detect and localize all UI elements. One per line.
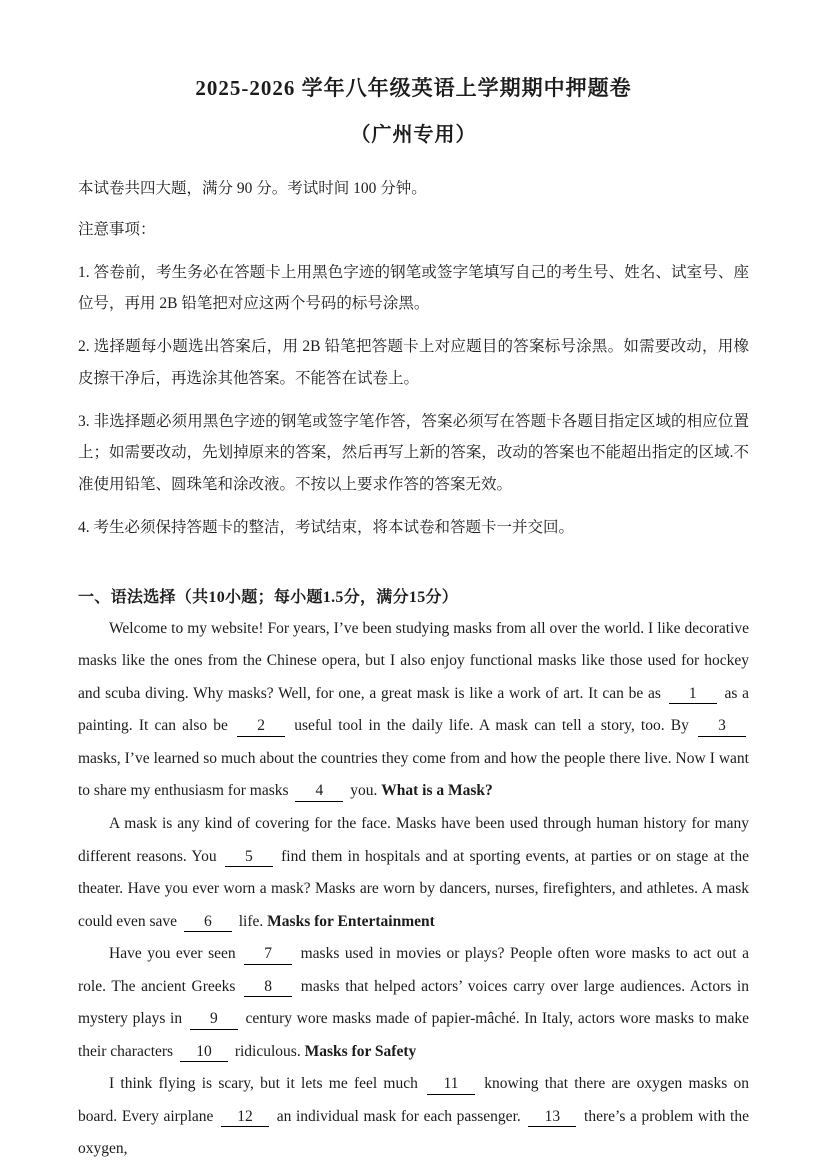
question-blank-8: 8 — [244, 977, 292, 997]
passage-paragraph: I think flying is scary, but it lets me feel much 11 knowing that there are oxygen masks on board. Every airplane 12 an individual mask for each passenger. 13 there’s a problem with the oxygen, — [78, 1075, 749, 1158]
passage-paragraph: Have you ever seen 7 masks used in movies or plays? People often wore masks to act out a role. The ancient Greeks 8 masks that helped actors’ voices carry over large audiences. Actors in mystery plays in 9 century wore masks made of papier-mâché. In Italy, actors wore masks to make their characters 10 ridiculous. Masks for Safety — [78, 938, 749, 1068]
question-blank-13: 13 — [528, 1107, 576, 1127]
question-blank-10: 10 — [180, 1042, 228, 1062]
page-subtitle: （广州专用） — [350, 124, 477, 146]
question-blank-3: 3 — [698, 716, 746, 736]
exam-intro: 本试卷共四大题，满分 90 分。考试时间 100 分钟。 — [78, 180, 427, 197]
question-blank-5: 5 — [225, 847, 273, 867]
passage — [78, 613, 749, 1166]
question-blank-11: 11 — [427, 1074, 475, 1094]
passage-subheading: What is a Mask? — [381, 782, 493, 800]
question-blank-2: 2 — [237, 716, 285, 736]
note-item: 3. 非选择题必须用黑色字迹的钢笔或签字笔作答，答案必须写在答题卡各题目指定区域的相应位置上；如需要改动，先划掉原来的答案，然后再写上新的答案，改动的答案也不能超出指定的区域.不准使用铅笔、圆珠笔和涂改液。不按以上要求作答的答案无效。 — [78, 412, 749, 494]
passage-subheading: Masks for Safety — [304, 1042, 417, 1060]
question-blank-4: 4 — [295, 781, 343, 801]
question-blank-7: 7 — [244, 944, 292, 964]
passage-paragraph: A mask is any kind of covering for the face. Masks have been used through human history for many different reasons. You 5 find them in hospitals and at sporting events, at parties or on stage at the theater. Have you ever worn a mask? Masks are worn by dancers, nurses, firefighters, and athletes. A mask could even save 6 life. Masks for Entertainment — [78, 808, 749, 938]
question-blank-9: 9 — [190, 1009, 238, 1029]
note-item: 2. 选择题每小题选出答案后，用 2B 铅笔把答题卡上对应题目的答案标号涂黑。如需要改动，用橡皮擦干净后，再选涂其他答案。不能答在试卷上。 — [78, 338, 749, 387]
passage-paragraph: Welcome to my website! For years, I’ve been studying masks from all over the world. I like decorative masks like the ones from the Chinese opera, but I also enjoy functional masks like those used for hockey and scuba diving. Why masks? Well, for one, a great mask is like a work of art. It can be as 1 as a painting. It can also be 2 useful tool in the daily life. A mask can tell a story, too. By 3 masks, I’ve learned so much about the countries they come from and how the people there live. Now I want to share my enthusiasm for masks 4 you. What is a Mask? — [78, 613, 749, 808]
note-item: 1. 答卷前，考生务必在答题卡上用黑色字迹的钢笔或签字笔填写自己的考生号、姓名、试室号、座位号，再用 2B 铅笔把对应这两个号码的标号涂黑。 — [78, 263, 749, 313]
passage-subheading: Masks for Entertainment — [267, 912, 435, 930]
notes-header: 注意事项： — [78, 220, 156, 238]
question-blank-6: 6 — [184, 912, 232, 932]
notes-list — [78, 257, 749, 544]
section-heading: 一、语法选择（共10小题；每小题1.5分，满分15分） — [78, 588, 459, 606]
question-blank-12: 12 — [221, 1107, 269, 1127]
note-item: 4. 考生必须保持答题卡的整洁，考试结束，将本试卷和答题卡一并交回。 — [78, 518, 575, 536]
question-blank-1: 1 — [669, 684, 717, 704]
page-title: 2025-2026 学年八年级英语上学期期中押题卷 — [195, 76, 632, 100]
